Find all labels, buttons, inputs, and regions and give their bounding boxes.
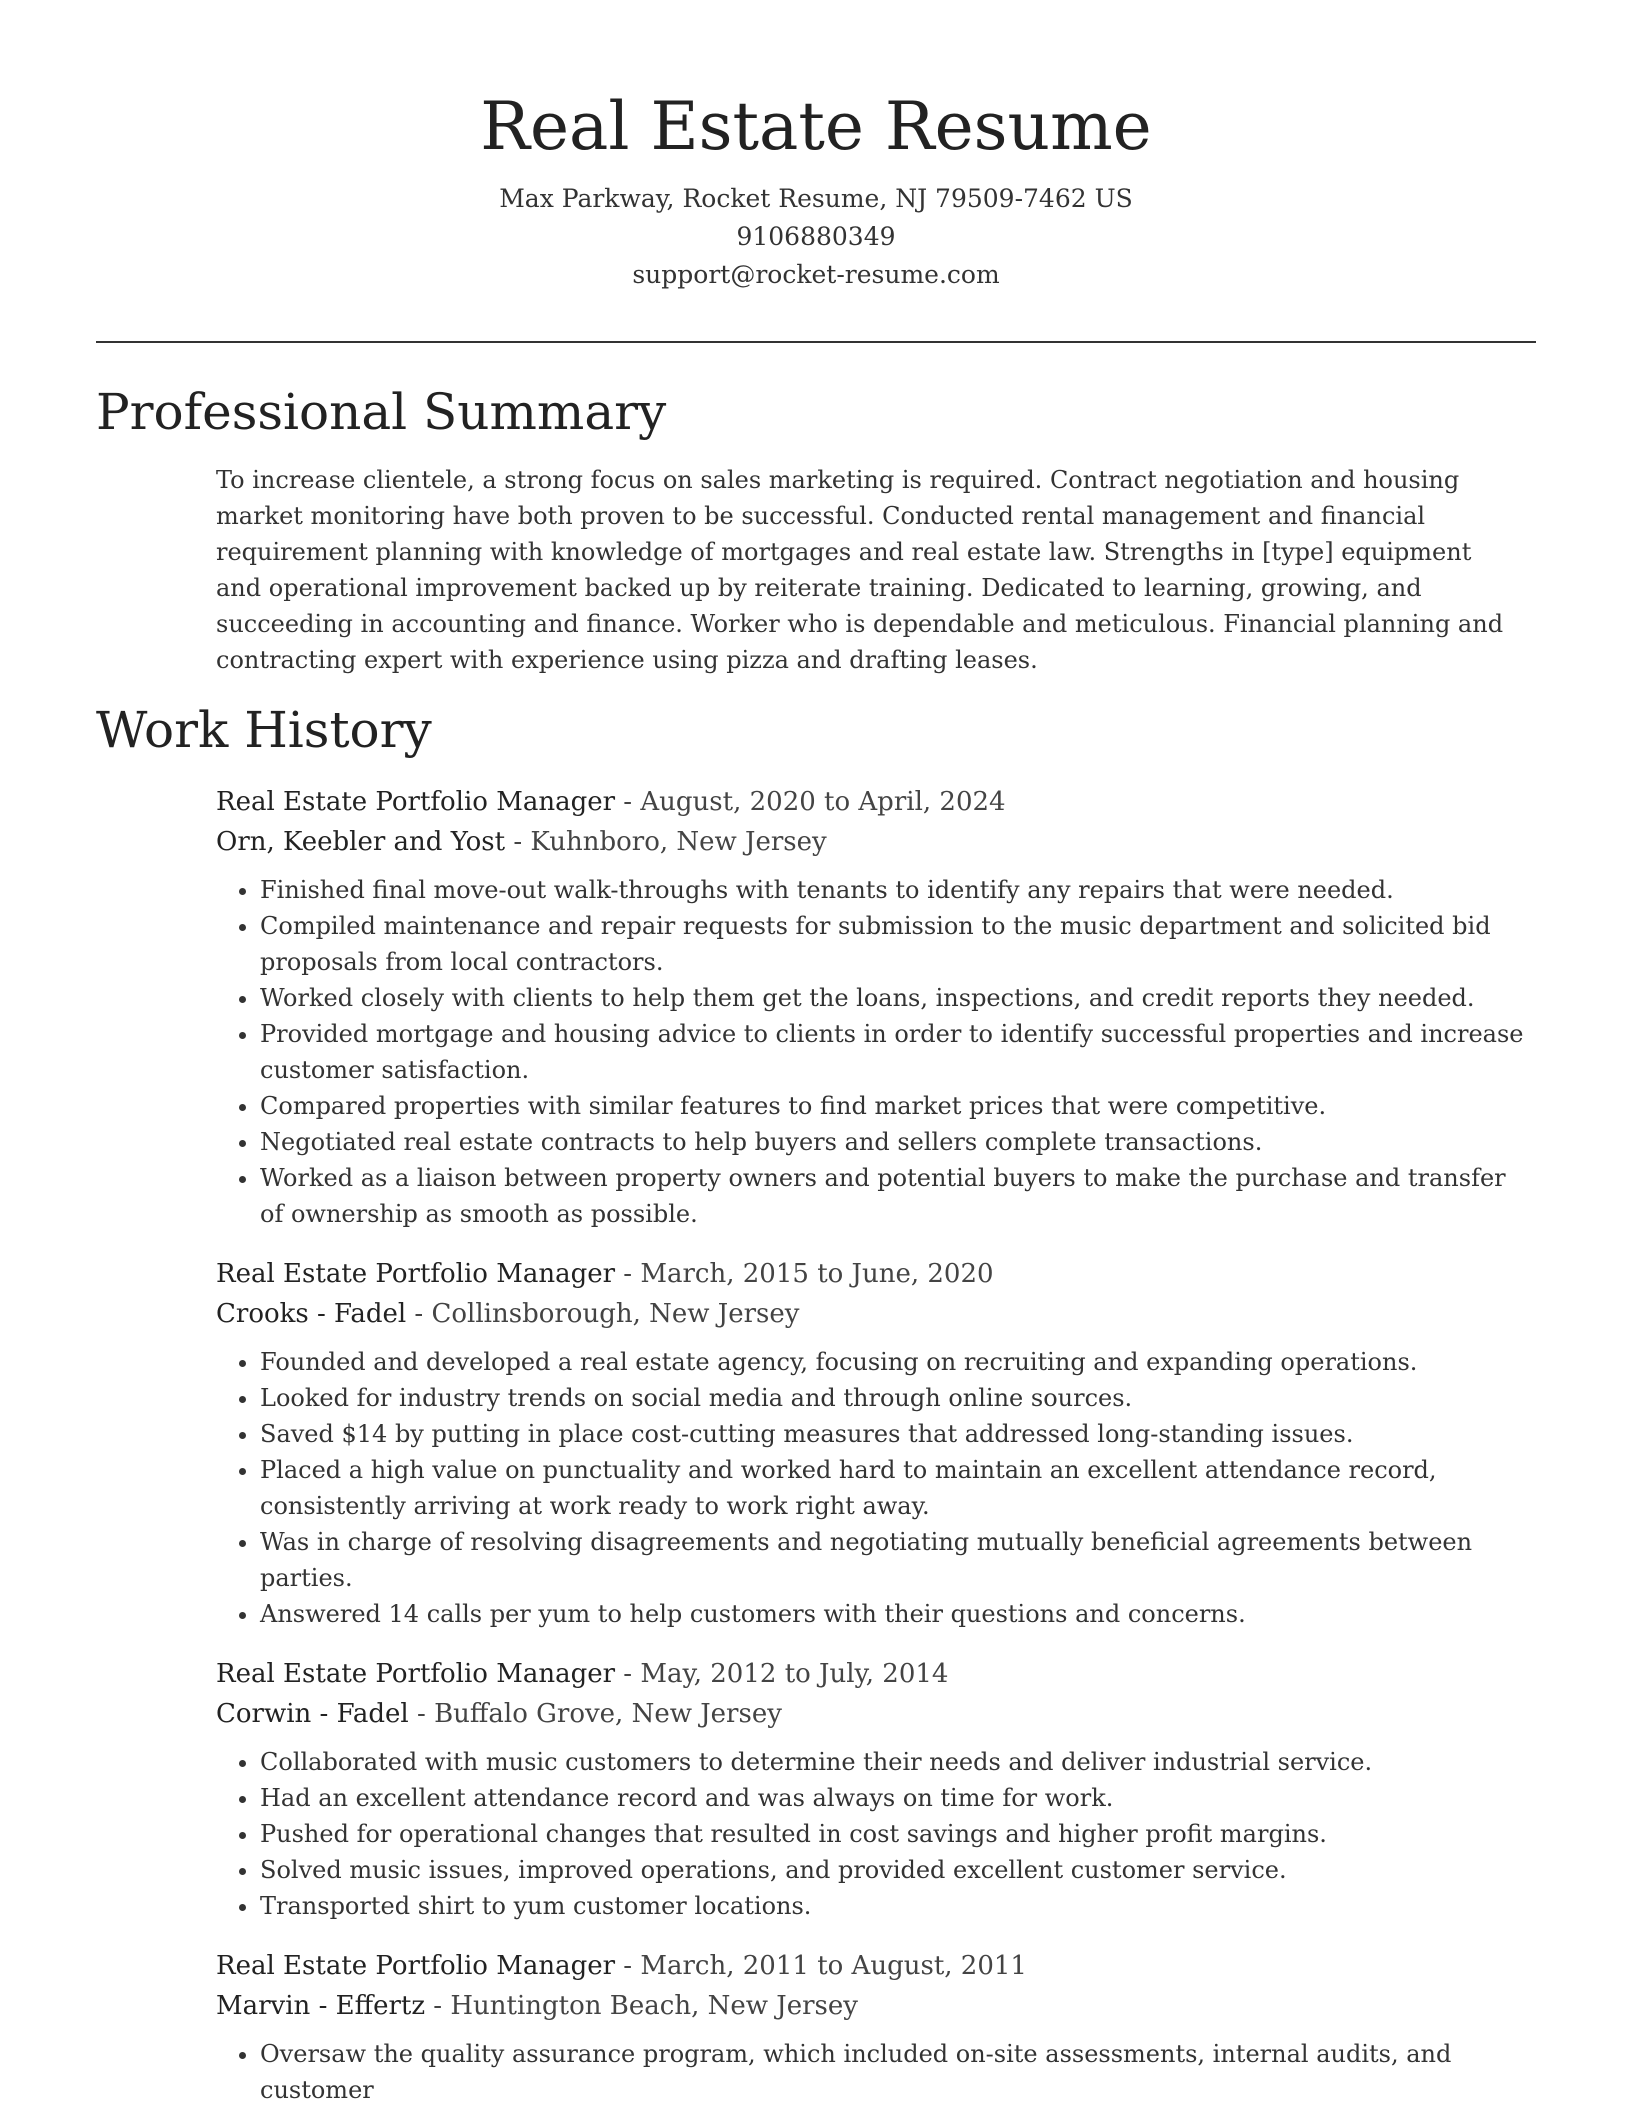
job-company-line <box>216 1694 1536 1734</box>
bullet-item: • Collaborated with music customers to determine their needs and deliver industrial service. <box>260 1744 1536 1780</box>
job-company-line <box>216 1986 1536 2026</box>
contact-address: Max Parkway, Rocket Resume, NJ 79509-7462 US <box>499 184 1133 213</box>
job-entry <box>216 782 1536 1232</box>
contact-phone: 9106880349 <box>736 222 896 251</box>
bullet-item: • Compiled maintenance and repair requests for submission to the music department and solicited bid proposals from local contractors. <box>260 908 1536 980</box>
bullet-item: • Solved music issues, improved operations, and provided excellent customer service. <box>260 1852 1536 1888</box>
job-title-line <box>216 1254 1536 1294</box>
contact-info <box>96 180 1536 294</box>
separator: - <box>615 787 641 817</box>
job-entry <box>216 1946 1536 2108</box>
summary-text: To increase clientele, a strong focus on sales marketing is required. Contract negotiation and housing market monitoring have both proven to be successful. Conducted rental management and financial requirement planning with knowledge of mortgages and real estate law. Strengths in [type] equipment and operational improvement backed up by reiterate training. Dedicated to learning, growing, and succeeding in accounting and finance. Worker who is dependable and meticulous. Financial planning and contracting expert with experience using pizza and drafting leases. <box>216 466 1504 674</box>
resume-header <box>96 82 1536 294</box>
job-dates: August, 2020 to April, 2024 <box>640 787 1006 817</box>
job-company: Marvin - Effertz <box>216 1991 426 2021</box>
job-title: Real Estate Portfolio Manager <box>216 1951 616 1981</box>
separator: - <box>408 1699 435 1729</box>
job-company-line <box>216 822 1536 862</box>
bullet-item: • Was in charge of resolving disagreements and negotiating mutually beneficial agreements between parties. <box>260 1524 1536 1596</box>
contact-email: support@rocket-resume.com <box>632 260 1000 289</box>
job-title-line <box>216 1946 1536 1986</box>
job-title: Real Estate Portfolio Manager <box>216 1259 616 1289</box>
separator: - <box>615 1951 641 1981</box>
bullet-item: • Negotiated real estate contracts to help buyers and sellers complete transactions. <box>260 1124 1536 1160</box>
bullet-item: • Provided mortgage and housing advice to clients in order to identify successful properties and increase customer satisfaction. <box>260 1016 1536 1088</box>
job-location: Huntington Beach, New Jersey <box>450 1991 858 2021</box>
summary-section-title: Professional Summary <box>96 383 667 441</box>
job-company-line <box>216 1294 1536 1334</box>
separator: - <box>406 1299 432 1329</box>
bullet-item: • Placed a high value on punctuality and worked hard to maintain an excellent attendance record, consistently arriving at work ready to work right away. <box>260 1452 1536 1524</box>
bullet-item: • Had an excellent attendance record and was always on time for work. <box>260 1780 1536 1816</box>
job-title: Real Estate Portfolio Manager <box>216 787 616 817</box>
header-divider <box>96 341 1536 343</box>
bullet-item: • Founded and developed a real estate agency, focusing on recruiting and expanding operations. <box>260 1344 1536 1380</box>
resume-title: Real Estate Resume <box>480 88 1152 165</box>
bullet-item: • Looked for industry trends on social media and through online sources. <box>260 1380 1536 1416</box>
job-company: Orn, Keebler and Yost <box>216 827 506 857</box>
job-dates: March, 2015 to June, 2020 <box>640 1259 994 1289</box>
job-location: Buffalo Grove, New Jersey <box>434 1699 782 1729</box>
bullet-item: • Worked closely with clients to help them get the loans, inspections, and credit reports they needed. <box>260 980 1536 1016</box>
separator: - <box>425 1991 451 2021</box>
bullet-item: • Oversaw the quality assurance program, which included on-site assessments, internal audits, and customer <box>260 2036 1536 2108</box>
bullet-item: • Transported shirt to yum customer locations. <box>260 1888 1536 1924</box>
separator: - <box>615 1259 641 1289</box>
job-dates: May, 2012 to July, 2014 <box>640 1659 949 1689</box>
job-company: Corwin - Fadel <box>216 1699 409 1729</box>
job-title-line <box>216 782 1536 822</box>
job-title: Real Estate Portfolio Manager <box>216 1659 616 1689</box>
bullet-item: • Compared properties with similar features to find market prices that were competitive. <box>260 1088 1536 1124</box>
work-history-section-title: Work History <box>96 701 432 759</box>
job-dates: March, 2011 to August, 2011 <box>640 1951 1027 1981</box>
bullet-item: • Saved $14 by putting in place cost-cutting measures that addressed long-standing issues. <box>260 1416 1536 1452</box>
bullet-item: • Answered 14 calls per yum to help customers with their questions and concerns. <box>260 1596 1536 1632</box>
bullet-item: • Finished final move-out walk-throughs with tenants to identify any repairs that were needed. <box>260 872 1536 908</box>
work-history-list <box>216 782 1536 2112</box>
job-entry <box>216 1254 1536 1632</box>
job-company: Crooks - Fadel <box>216 1299 407 1329</box>
job-bullets <box>216 872 1536 1232</box>
job-location: Kuhnboro, New Jersey <box>530 827 827 857</box>
bullet-item: • Worked as a liaison between property owners and potential buyers to make the purchase and transfer of ownership as smooth as possible. <box>260 1160 1536 1232</box>
job-entry <box>216 1654 1536 1924</box>
job-bullets <box>216 1744 1536 1924</box>
bullet-item: • Pushed for operational changes that resulted in cost savings and higher profit margins. <box>260 1816 1536 1852</box>
separator: - <box>615 1659 641 1689</box>
job-location: Collinsborough, New Jersey <box>431 1299 800 1329</box>
separator: - <box>505 827 531 857</box>
job-title-line <box>216 1654 1536 1694</box>
job-bullets <box>216 2036 1536 2108</box>
job-bullets <box>216 1344 1536 1632</box>
